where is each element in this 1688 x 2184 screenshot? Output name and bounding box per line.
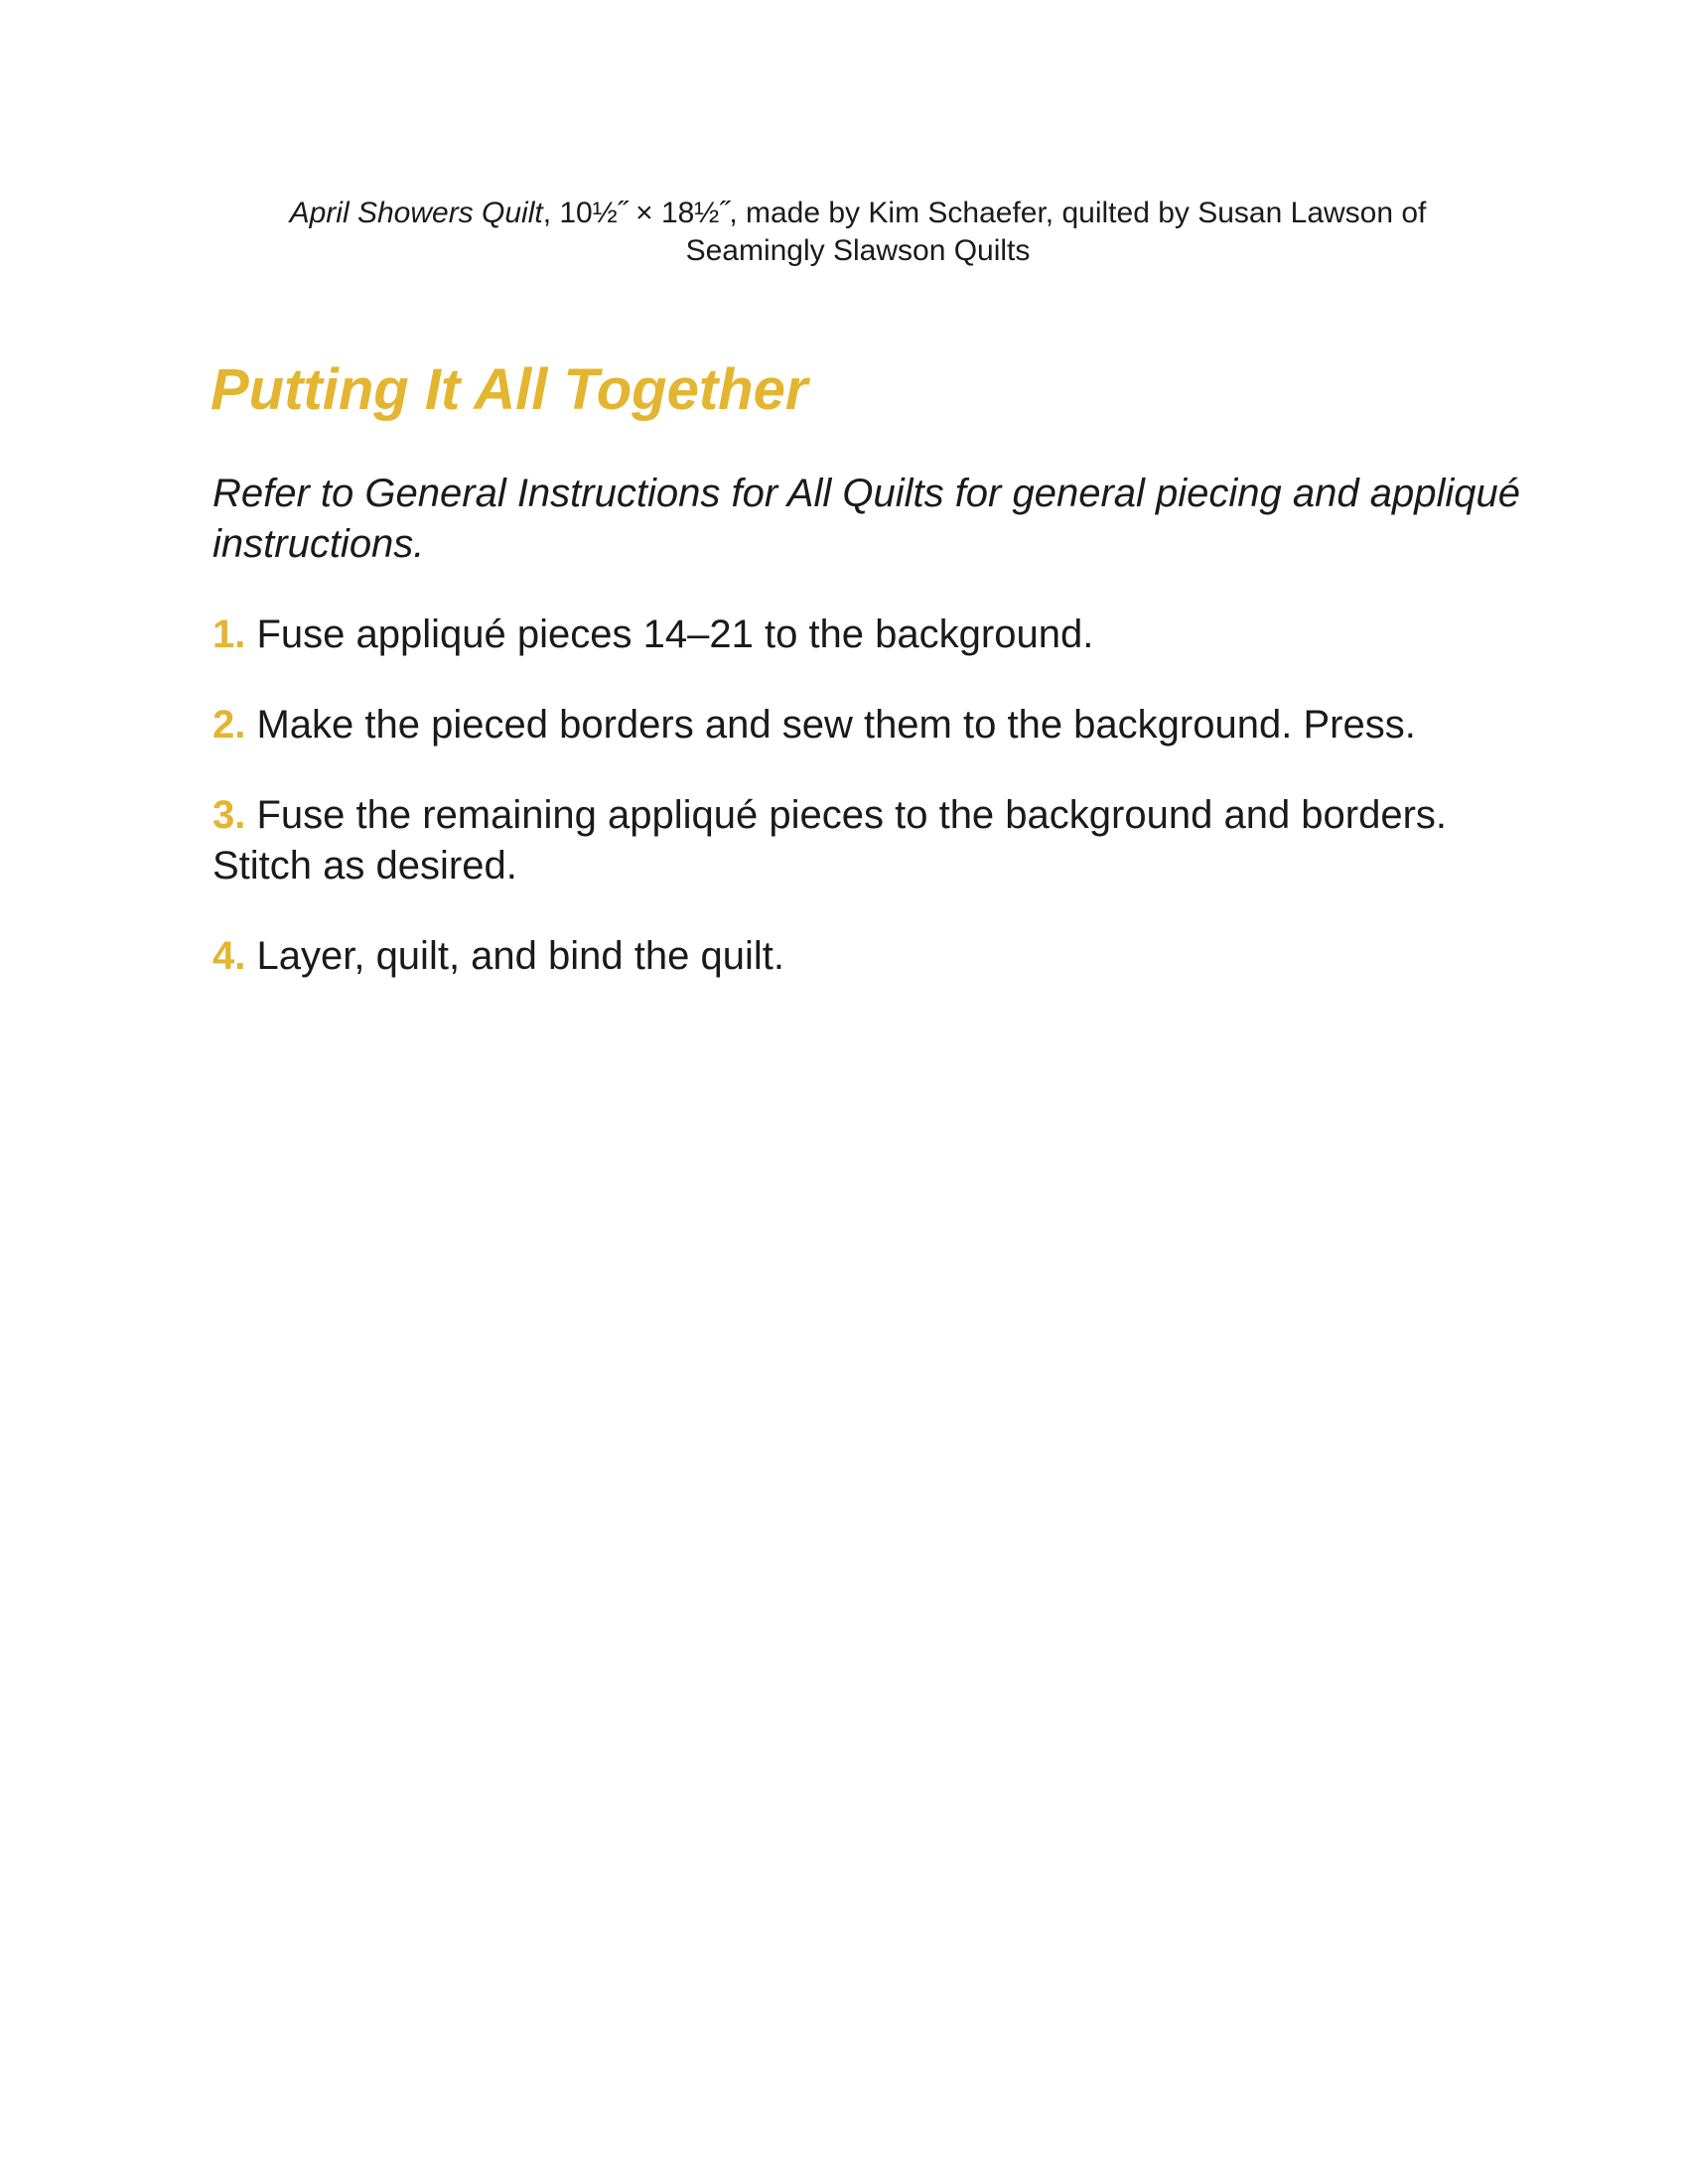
step-number: 2. xyxy=(212,703,246,747)
intro-paragraph: Refer to General Instructions for All Quilts for general piecing and appliqué instructions. xyxy=(212,472,1521,566)
instruction-steps xyxy=(212,610,1503,1022)
step-text: Fuse appliqué pieces 14–21 to the background. xyxy=(256,613,1094,656)
step-text: Make the pieced borders and sew them to the background. Press. xyxy=(256,703,1416,747)
step-text: Layer, quilt, and bind the quilt. xyxy=(256,934,784,978)
step-text: Fuse the remaining appliqué pieces to the background and borders. Stitch as desired. xyxy=(212,793,1448,887)
section-heading: Putting It All Together xyxy=(211,357,808,422)
step-number: 4. xyxy=(212,934,246,978)
quilt-caption xyxy=(212,195,1503,270)
step-item xyxy=(212,931,1503,982)
step-number: 1. xyxy=(212,613,246,656)
step-number: 3. xyxy=(212,793,246,837)
caption-quilt-title: April Showers Quilt xyxy=(289,197,543,229)
step-item xyxy=(212,700,1503,751)
step-item xyxy=(212,610,1503,660)
caption-quilter: Seamingly Slawson Quilts xyxy=(685,234,1031,267)
step-item xyxy=(212,790,1503,891)
caption-details: , 10½˝ × 18½˝, made by Kim Schaefer, quilted by Susan Lawson of xyxy=(542,197,1427,229)
